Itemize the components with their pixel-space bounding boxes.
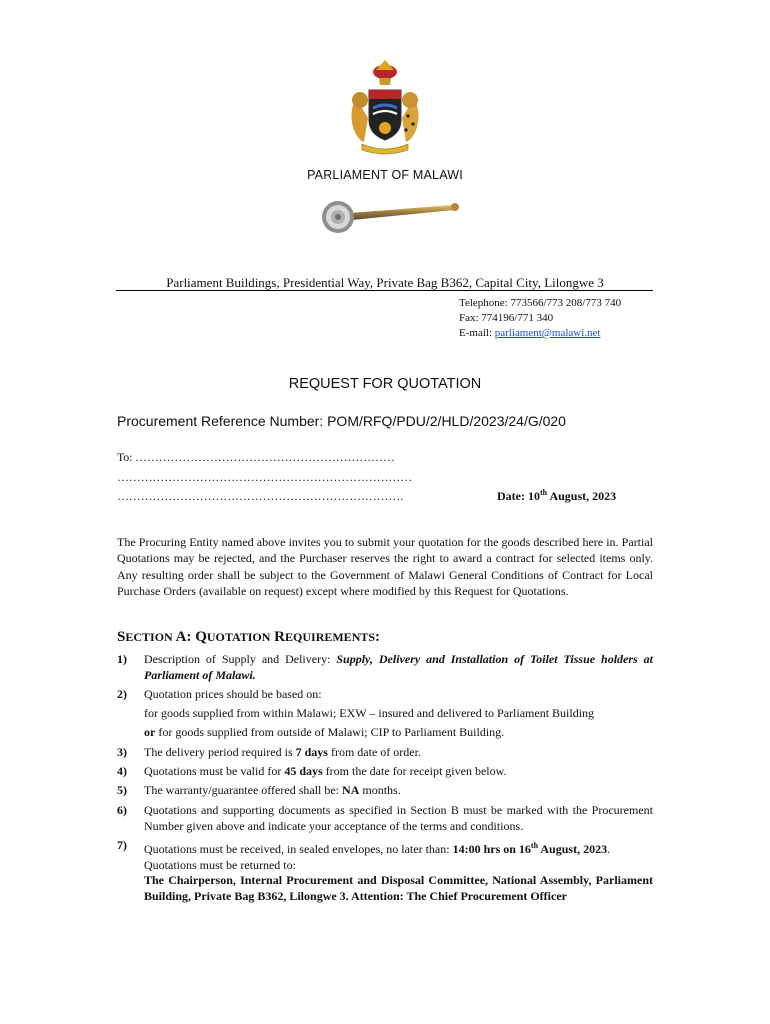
procurement-reference-number: POM/RFQ/PDU/2/HLD/2023/24/G/020: [327, 413, 566, 429]
date-suffix: th: [539, 488, 548, 497]
recipient-line-2: …………………………………………………………………: [117, 470, 413, 484]
item-number: 5): [117, 783, 127, 797]
deadline-suffix: th: [530, 841, 539, 850]
header-divider: [116, 290, 653, 291]
requirement-item-1: [117, 652, 653, 683]
deadline-time: 14:00 hrs on 16: [452, 842, 531, 856]
price-basis-foreign-text: for goods supplied from outside of Malawi; CIP to Parliament Building.: [155, 725, 505, 739]
coat-of-arms-emblem: [338, 58, 432, 158]
heading-part: Q: [195, 629, 207, 645]
mace-emblem: [316, 193, 460, 239]
return-address: The Chairperson, Internal Procurement and Disposal Committee, National Assembly, Parliament Building, Private Bag B362, Lilongwe 3. Attention: The Chief Procurement Officer: [144, 873, 653, 903]
date-rest: August, 2023: [547, 489, 617, 503]
telephone-line: Telephone: 773566/773 208/773 740: [459, 297, 622, 309]
item-text: from the date for receipt given below.: [322, 764, 507, 778]
requirement-item-7: [117, 838, 653, 873]
item-number: 1): [117, 652, 127, 666]
item-text: .: [607, 842, 611, 856]
intro-paragraph: The Procuring Entity named above invites you to submit your quotation for the goods described here in. Partial Quotations may be rejected, and the Purchaser reserves the right to award a contract for selected items only. Any resulting order shall be subject to the Government of Malawi General Conditions of Contract for Local Purchase Orders (available on request) except where modified by this Request for Quotations.: [117, 535, 653, 598]
heading-part: R: [274, 629, 286, 645]
fax-line: Fax: 774196/771 340: [459, 312, 554, 324]
item-text: Quotation prices should be based on:: [144, 687, 322, 701]
document-title: REQUEST FOR QUOTATION: [288, 376, 482, 392]
item-text: The warranty/guarantee offered shall be:: [144, 783, 343, 797]
email-link[interactable]: parliament@malawi.net: [494, 327, 601, 339]
price-basis-local: for goods supplied from within Malawi; EXW – insured and delivered to Parliament Building: [144, 706, 595, 720]
email-line: [459, 327, 600, 339]
item-text: Quotations and supporting documents as specified in Section B must be marked with the Procurement Number given above and indicate your acceptance of the terms and conditions.: [144, 803, 653, 833]
organization-title: PARLIAMENT OF MALAWI: [307, 168, 463, 182]
item-text: Description of Supply and Delivery:: [144, 652, 337, 666]
item-emphasis: 45 days: [284, 764, 323, 778]
requirement-item-6: [117, 803, 653, 834]
heading-part: :: [375, 629, 381, 645]
item-number: 2): [117, 687, 127, 701]
item-text: Quotations must be received, in sealed envelopes, no later than:: [144, 842, 453, 856]
price-basis-or: or: [144, 725, 156, 739]
heading-part: S: [117, 629, 126, 645]
email-label: E-mail:: [459, 327, 495, 339]
item-text: months.: [359, 783, 401, 797]
item-number: 7): [117, 838, 127, 852]
item-number: 3): [117, 745, 127, 759]
requirement-item-3: [117, 745, 653, 761]
heading-part: UOTATION: [206, 630, 271, 644]
requirement-item-4: [117, 764, 653, 780]
date-day: 10: [527, 489, 540, 503]
item-text: Quotations must be valid for: [144, 764, 285, 778]
item-text: Quotations must be returned to:: [144, 857, 296, 872]
item-number: 4): [117, 764, 127, 778]
item-text: from date of order.: [327, 745, 421, 759]
item-emphasis: Supply, Delivery and Installation of Toilet Tissue holders at Parliament of Malawi.: [144, 652, 653, 682]
item-number: 6): [117, 803, 127, 817]
parliament-address: Parliament Buildings, Presidential Way, Private Bag B362, Capital City, Lilongwe 3: [166, 275, 604, 290]
procurement-reference: [117, 413, 566, 429]
heading-part: ECTION: [125, 630, 173, 644]
item-emphasis: 7 days: [295, 745, 328, 759]
document-date: [497, 488, 616, 504]
item-text: The delivery period required is: [144, 745, 296, 759]
date-label: Date:: [497, 489, 528, 503]
section-a-heading: [117, 629, 380, 646]
deadline-date: August, 2023: [538, 842, 608, 856]
procurement-reference-label: Procurement Reference Number:: [117, 413, 328, 429]
price-basis-foreign: [144, 725, 504, 740]
heading-part: EQUIREMENTS: [285, 630, 376, 644]
requirement-item-5: [117, 783, 653, 799]
item-emphasis: NA: [342, 783, 360, 797]
recipient-line-1: To: …………………………………………………………: [117, 450, 395, 464]
requirement-item-2: [117, 687, 653, 703]
recipient-line-3: ……………………………………………………………….: [117, 489, 404, 503]
item-emphasis: [452, 841, 611, 856]
heading-part: A:: [172, 629, 196, 645]
